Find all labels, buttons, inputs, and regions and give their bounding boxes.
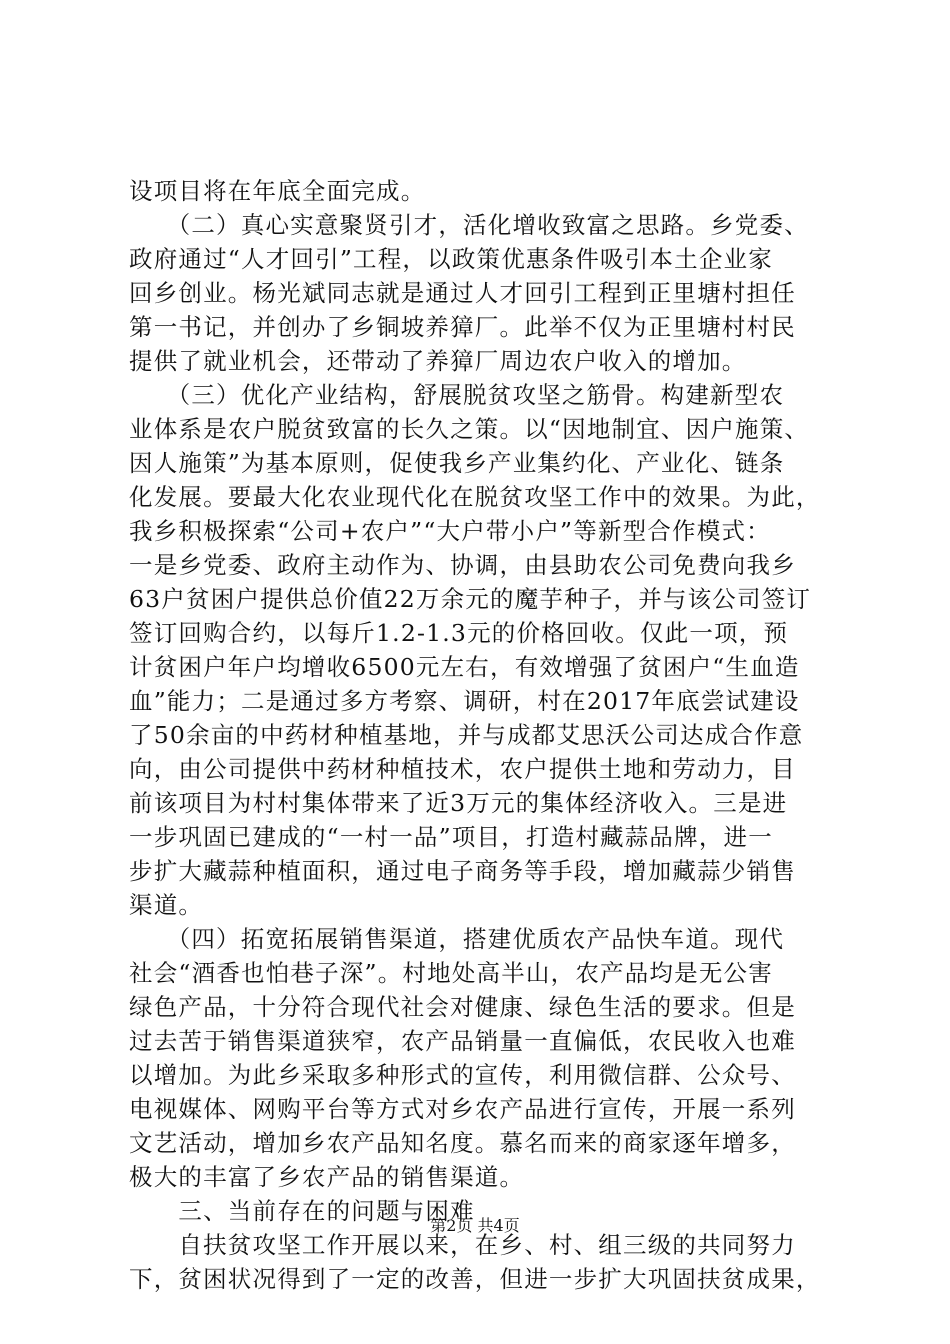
text-line: 文艺活动，增加乡农产品知名度。慕名而来的商家逐年增多， [129, 1129, 796, 1157]
text-line: 第一书记，并创办了乡铜坡养獐厂。此举不仅为正里塘村村民 [129, 313, 796, 341]
text-line: 一是乡党委、政府主动作为、协调，由县助农公司免费向我乡 [129, 551, 796, 579]
text-line: （二）真心实意聚贤引才，活化增收致富之思路。乡党委、 [129, 211, 809, 239]
text-line: 步扩大藏蒜种植面积，通过电子商务等手段，增加藏蒜少销售 [129, 857, 796, 885]
text-line: 政府通过“人才回引”工程，以政策优惠条件吸引本土企业家 [129, 245, 773, 273]
text-line: 自扶贫攻坚工作开展以来，在乡、村、组三级的共同努力 [129, 1231, 796, 1259]
text-line: 业体系是农户脱贫致富的长久之策。以“因地制宜、因户施策、 [129, 415, 810, 443]
text-line: 设项目将在年底全面完成。 [129, 177, 426, 205]
text-line: 前该项目为村村集体带来了近3万元的集体经济收入。三是进 [129, 789, 788, 817]
text-line: 了50余亩的中药材种植基地，并与成都艾思沃公司达成合作意 [129, 721, 804, 749]
text-line: 渠道。 [129, 891, 204, 919]
text-line: 因人施策”为基本原则，促使我乡产业集约化、产业化、链条 [129, 449, 785, 477]
text-line: 社会“酒香也怕巷子深”。村地处高半山，农产品均是无公害 [129, 959, 773, 987]
text-line: （三）优化产业结构，舒展脱贫攻坚之筋骨。构建新型农 [129, 381, 785, 409]
text-line: 电视媒体、网购平台等方式对乡农产品进行宣传，开展一系列 [129, 1095, 796, 1123]
text-line: 三、当前存在的问题与困难 [129, 1197, 475, 1225]
body-text [129, 174, 829, 1296]
text-line: （四）拓宽拓展销售渠道，搭建优质农产品快车道。现代 [129, 925, 785, 953]
text-line: 计贫困户年户均增收6500元左右，有效增强了贫困户“生血造 [129, 653, 800, 681]
text-line: 血”能力；二是通过多方考察、调研，村在2017年底尝试建设 [129, 687, 800, 715]
text-line: 过去苦于销售渠道狭窄，农产品销量一直偏低，农民收入也难 [129, 1027, 796, 1055]
page-footer: 第2页 共4页 [430, 1216, 520, 1235]
text-line: 签订回购合约，以每斤1.2-1.3元的价格回收。仅此一项，预 [129, 619, 789, 647]
text-line: 下，贫困状况得到了一定的改善，但进一步扩大巩固扶贫成果， [129, 1265, 821, 1293]
text-line: 极大的丰富了乡农产品的销售渠道。 [129, 1163, 525, 1191]
text-line: 化发展。要最大化农业现代化在脱贫攻坚工作中的效果。为此， [129, 483, 821, 511]
text-line: 一步巩固已建成的“一村一品”项目，打造村藏蒜品牌，进一 [129, 823, 773, 851]
text-line: 回乡创业。杨光斌同志就是通过人才回引工程到正里塘村担任 [129, 279, 796, 307]
text-line: 提供了就业机会，还带动了养獐厂周边农户收入的增加。 [129, 347, 747, 375]
text-line: 向，由公司提供中药材种植技术，农户提供土地和劳动力，目 [129, 755, 796, 783]
text-line: 我乡积极探索“公司+农户”“大户带小户”等新型合作模式： [129, 517, 771, 545]
text-line: 以增加。为此乡采取多种形式的宣传，利用微信群、公众号、 [129, 1061, 796, 1089]
text-line: 绿色产品，十分符合现代社会对健康、绿色生活的要求。但是 [129, 993, 796, 1021]
text-line: 63户贫困户提供总价值22万余元的魔芋种子，并与该公司签订 [129, 585, 812, 613]
